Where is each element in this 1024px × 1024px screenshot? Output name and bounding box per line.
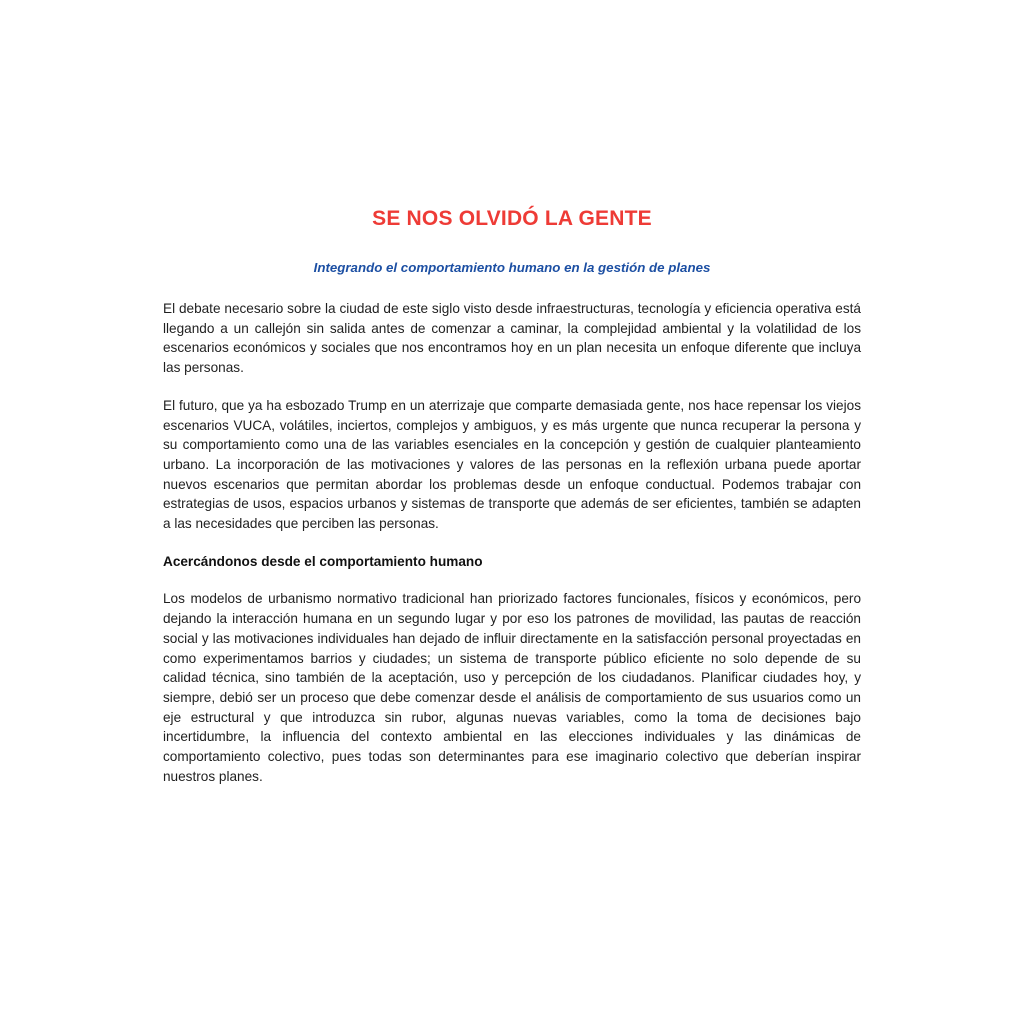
paragraph-section-body: Los modelos de urbanismo normativo tradicional han priorizado factores funcionales, físicos y económicos, pero dejando la interacción humana en un segundo lugar y por eso los patrones de movilidad, las pautas de reacción social y las motivaciones individuales han dejado de influir directamente en la satisfacción personal proyectadas en como experimentamos barrios y ciudades; un sistema de transporte público eficiente no solo depende de su calidad técnica, sino también de la aceptación, uso y percepción de los ciudadanos. Planificar ciudades hoy, y siempre, debió ser un proceso que debe comenzar desde el análisis de comportamiento de sus usuarios como un eje estructural y que introduzca sin rubor, algunas nuevas variables, como la toma de decisiones bajo incertidumbre, la influencia del contexto ambiental en las elecciones individuales y las dinámicas de comportamiento colectivo, pues todas son determinantes para ese imaginario colectivo que deberían inspirar nuestros planes. <box>163 591 861 784</box>
document-page <box>163 205 861 804</box>
document-subtitle: Integrando el comportamiento humano en la gestión de planes <box>313 260 711 275</box>
section-heading: Acercándonos desde el comportamiento humano <box>163 553 483 569</box>
paragraph-intro: El debate necesario sobre la ciudad de este siglo visto desde infraestructuras, tecnología y eficiencia operativa está llegando a un callejón sin salida antes de comenzar a caminar, la complejidad ambiental y la volatilidad de los escenarios económicos y sociales que nos encontramos hoy en un plan necesita un enfoque diferente que incluya las personas. <box>163 301 861 376</box>
paragraph-future: El futuro, que ya ha esbozado Trump en un aterrizaje que comparte demasiada gente, nos hace repensar los viejos escenarios VUCA, volátiles, inciertos, complejos y ambiguos, y es más urgente que nunca recuperar la persona y su comportamiento como una de las variables esenciales en la concepción y gestión de cualquier planteamiento urbano. La incorporación de las motivaciones y valores de las personas en la reflexión urbana puede aportar nuevos escenarios que permitan abordar los problemas desde un enfoque conductual. Podemos trabajar con estrategias de usos, espacios urbanos y sistemas de transporte que además de ser eficientes, también se adapten a las necesidades que perciben las personas. <box>163 397 861 532</box>
document-title: SE NOS OLVIDÓ LA GENTE <box>372 207 652 230</box>
